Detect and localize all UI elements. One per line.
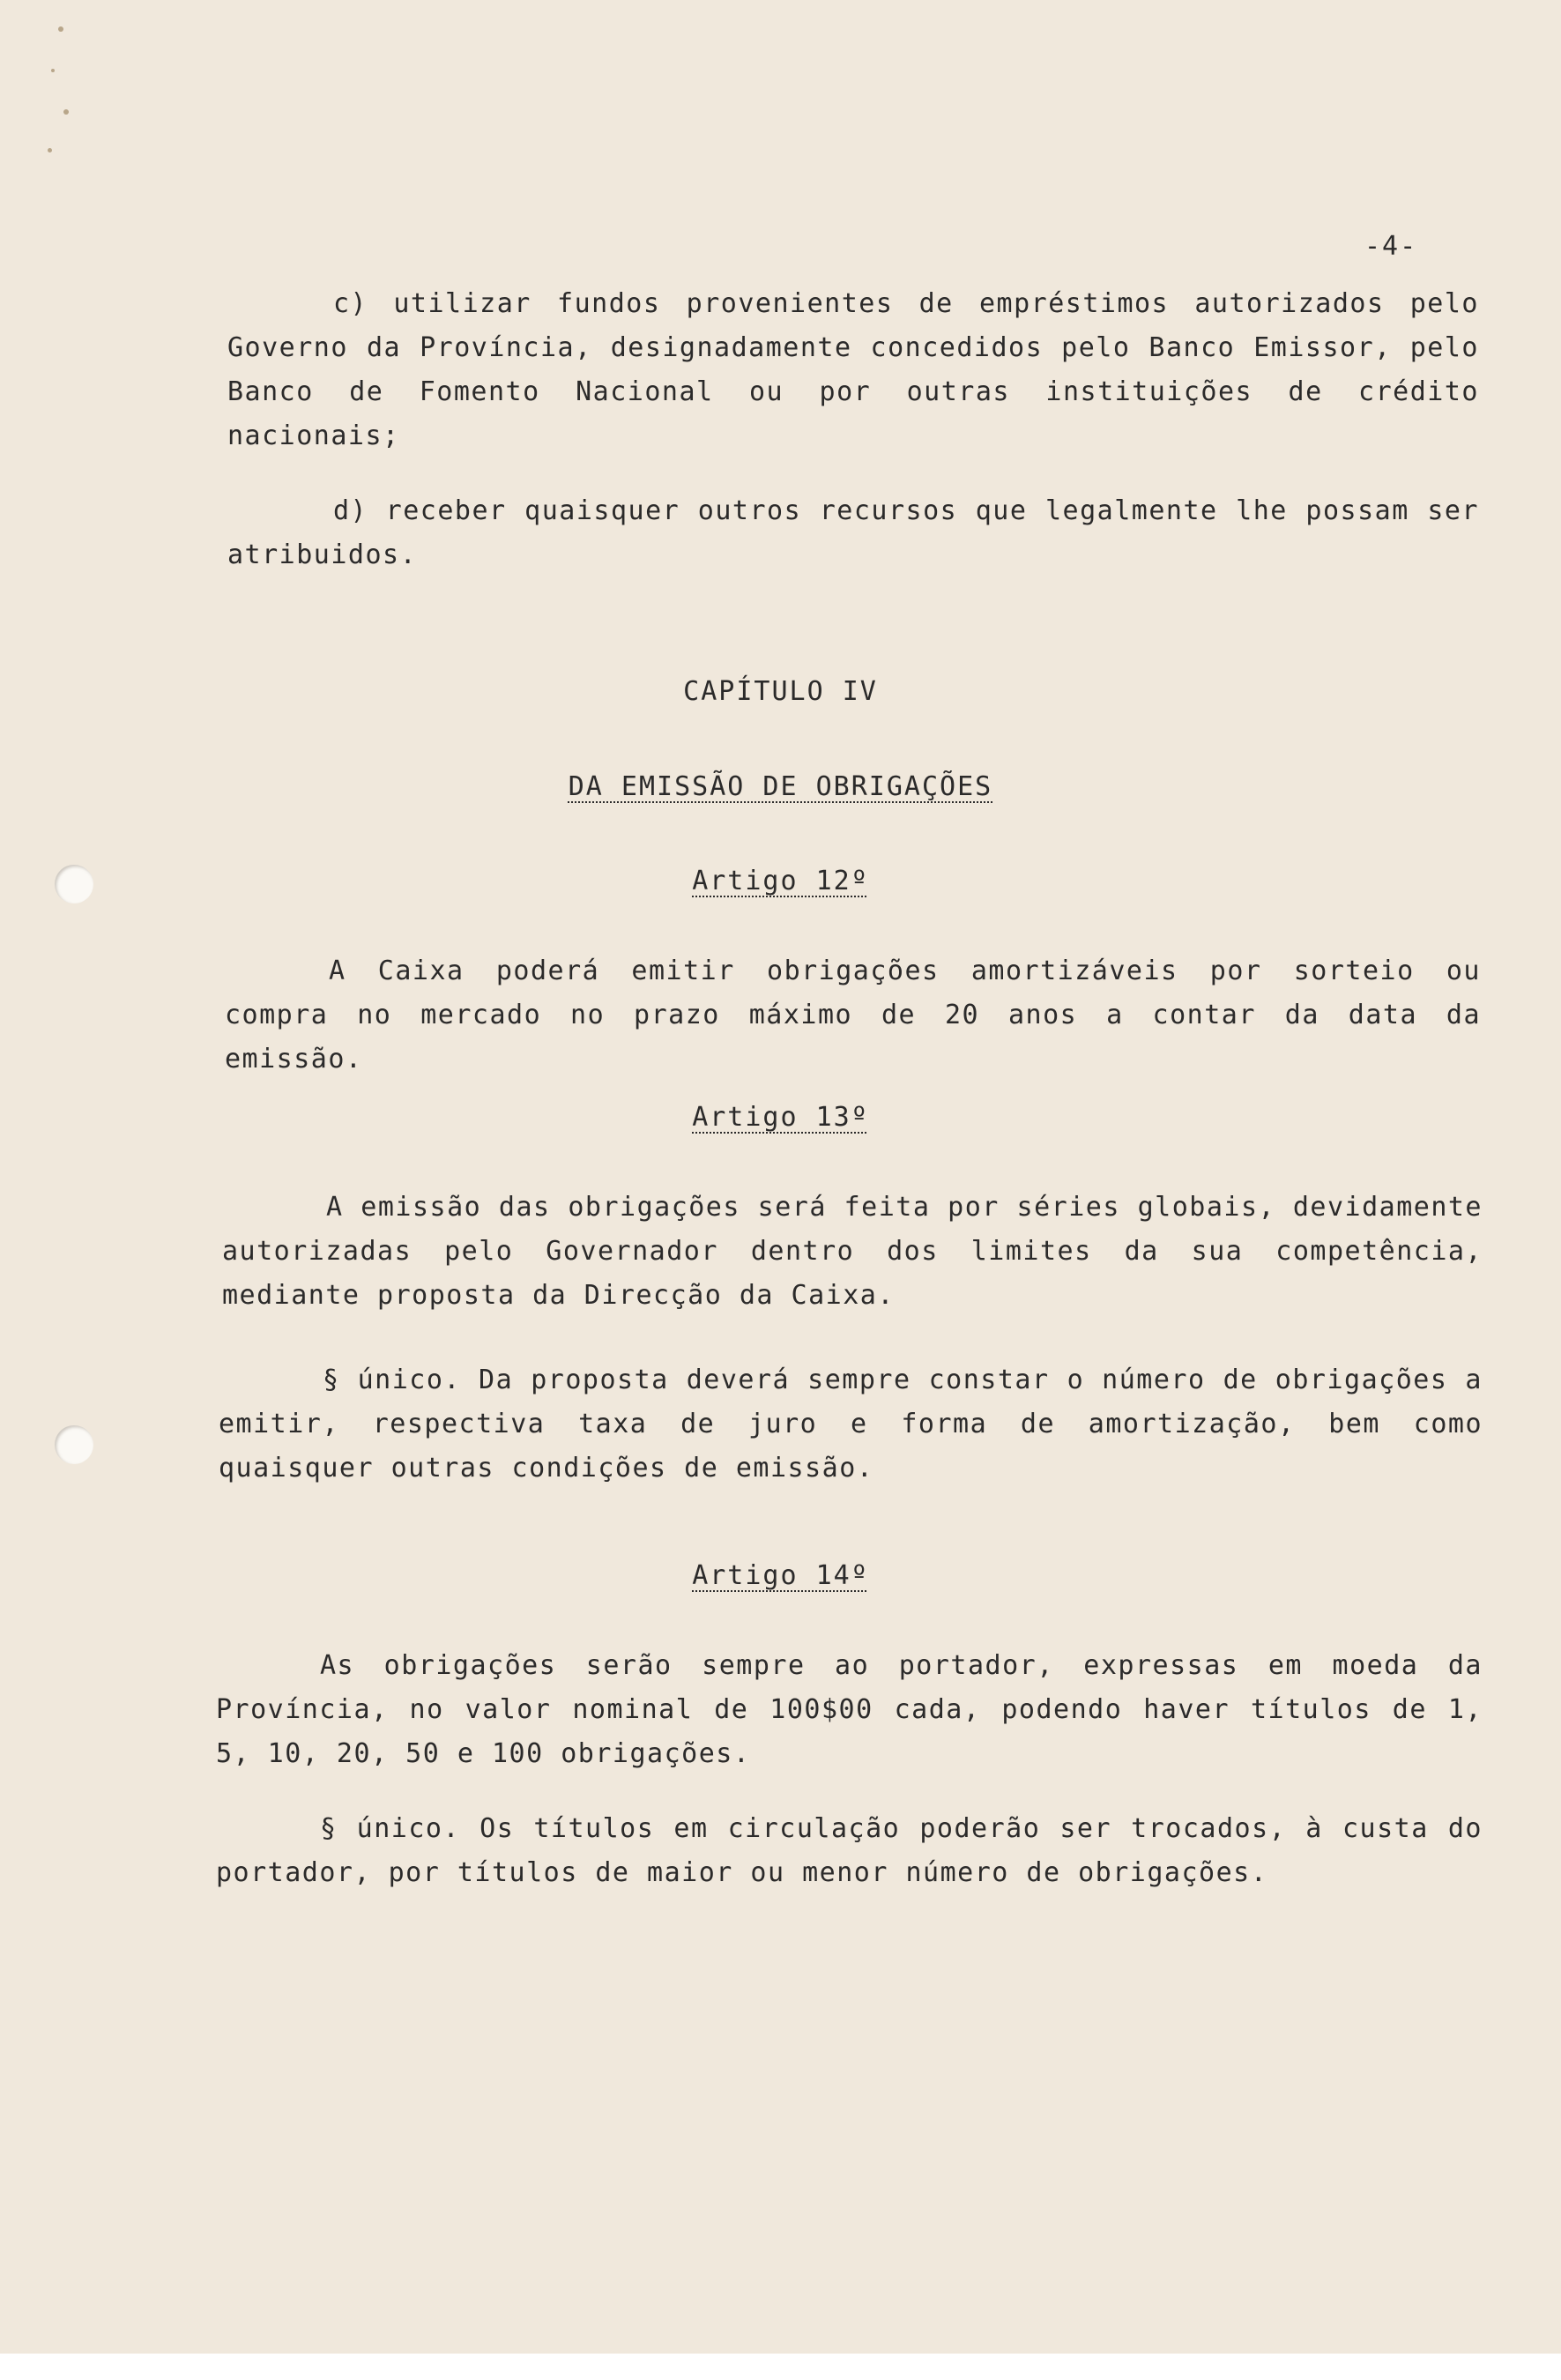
paragraph-d: d) receber quaisquer outros recursos que legalmente lhe possam ser atribuidos. — [227, 495, 1479, 570]
article-13-heading: Artigo 13º — [692, 1102, 869, 1133]
article-13-body: A emissão das obrigações será feita por séries globais, devidamente autorizadas pelo Governador dentro dos limites da sua competência, mediante proposta da Direcção da Caixa. — [222, 1192, 1483, 1311]
article-heading — [0, 1560, 1561, 1591]
paper-speck — [58, 26, 63, 32]
punch-hole — [55, 1425, 93, 1464]
scan-margin — [0, 2354, 1561, 2380]
chapter-number: CAPÍTULO IV — [683, 676, 878, 707]
article-heading — [0, 866, 1561, 896]
article-12-body: A Caixa poderá emitir obrigações amortizáveis por sorteio ou compra no mercado no prazo máximo de 20 anos a contar da data da emissão. — [225, 956, 1481, 1075]
article-13-single: § único. Da proposta deverá sempre constar o número de obrigações a emitir, respectiva taxa de juro e forma de amortização, bem como quaisquer outras condições de emissão. — [219, 1365, 1483, 1484]
chapter-title — [0, 771, 1561, 802]
article-14-body: As obrigações serão sempre ao portador, expressas em moeda da Província, no valor nominal de 100$00 cada, podendo haver títulos de 1, 5, 10, 20, 50 e 100 obrigações. — [216, 1650, 1483, 1769]
paragraph-c: c) utilizar fundos provenientes de empréstimos autorizados pelo Governo da Província, designadamente concedidos pelo Banco Emissor, pelo Banco de Fomento Nacional ou por outras instituições de crédito nacionais; — [227, 288, 1479, 451]
article-12-heading: Artigo 12º — [692, 866, 869, 896]
article-heading — [0, 1102, 1561, 1133]
paper-speck — [63, 109, 69, 115]
chapter-title-text: DA EMISSÃO DE OBRIGAÇÕES — [568, 771, 993, 802]
page-number: -4- — [1364, 231, 1418, 262]
paper-speck — [48, 148, 52, 152]
paper-speck — [51, 69, 55, 72]
article-14-heading: Artigo 14º — [692, 1560, 869, 1591]
article-14-single: § único. Os títulos em circulação poderão ser trocados, à custa do portador, por títulos de maior ou menor número de obrigações. — [216, 1813, 1483, 1888]
